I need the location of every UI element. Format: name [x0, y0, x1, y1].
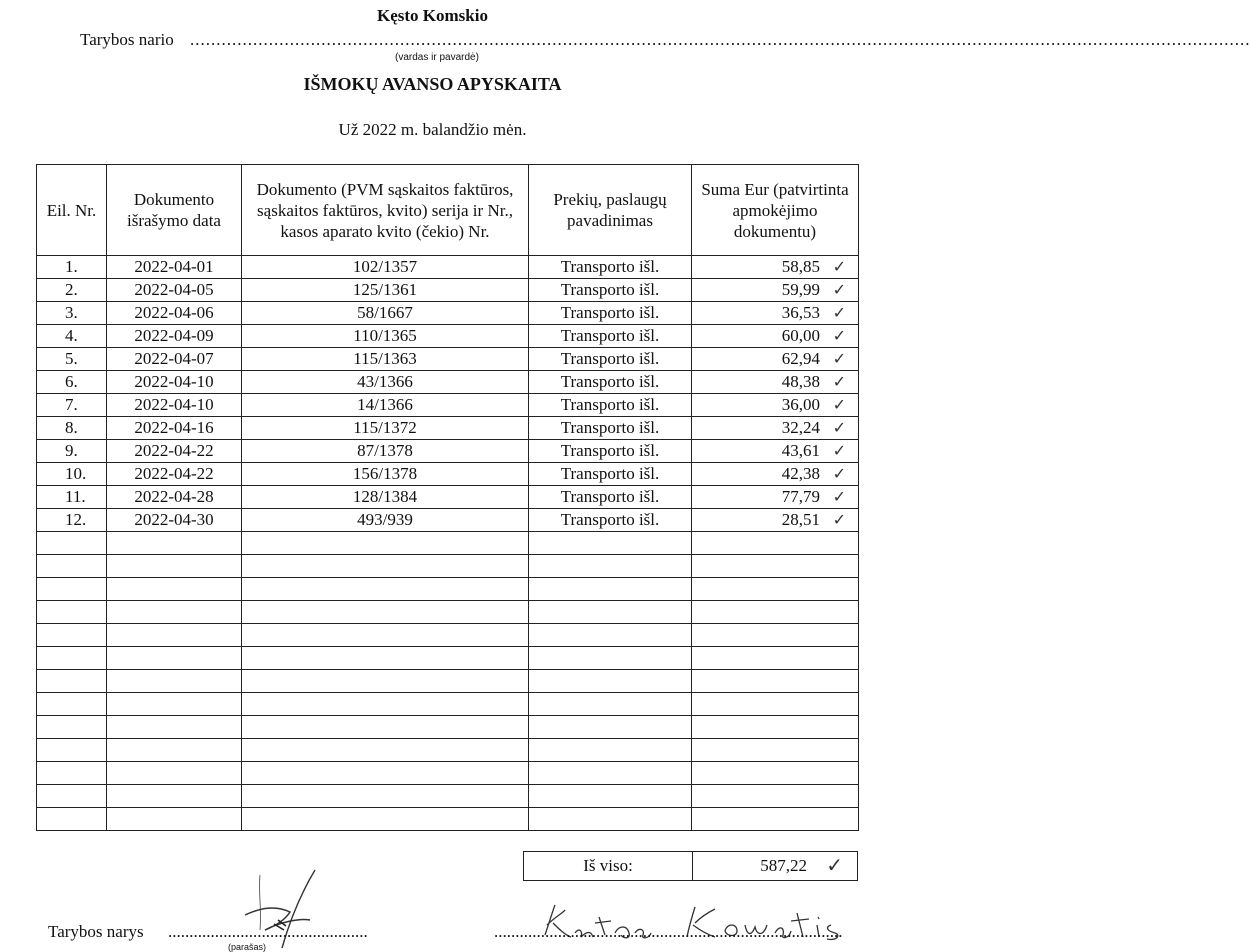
row-number-cell [37, 670, 107, 693]
check-mark-icon: ✓ [832, 510, 846, 529]
item-name-cell: Transporto išl. [529, 371, 692, 394]
table-row [37, 762, 859, 785]
amount-cell [692, 302, 859, 325]
issue-date-cell [107, 647, 242, 670]
table-row [37, 302, 859, 325]
table-row [37, 670, 859, 693]
row-number-cell: 6. [37, 371, 107, 394]
signature-line: ............................................... [168, 922, 368, 941]
item-name-cell: Transporto išl. [529, 509, 692, 532]
item-name-cell [529, 739, 692, 762]
document-number-cell [242, 578, 529, 601]
row-number-cell [37, 716, 107, 739]
amount-cell [692, 601, 859, 624]
amount-value: 32,24 [781, 418, 820, 437]
item-name-cell: Transporto išl. [529, 463, 692, 486]
row-number-cell: 2. [37, 279, 107, 302]
row-number-cell [37, 693, 107, 716]
amount-cell [692, 394, 859, 417]
owner-name: Kęsto Komskio [377, 6, 488, 25]
table-row [37, 256, 859, 279]
table-row [37, 509, 859, 532]
issue-date-cell: 2022-04-07 [107, 348, 242, 371]
document-number-cell: 87/1378 [242, 440, 529, 463]
document-number-cell: 110/1365 [242, 325, 529, 348]
expense-table [36, 164, 859, 831]
row-number-cell: 10. [37, 463, 107, 486]
row-number-cell: 9. [37, 440, 107, 463]
item-name-cell: Transporto išl. [529, 417, 692, 440]
amount-cell [692, 371, 859, 394]
document-number-cell: 128/1384 [242, 486, 529, 509]
item-name-cell [529, 601, 692, 624]
column-header-item-name: Prekių, paslaugų pavadinimas [529, 165, 692, 256]
document-number-cell [242, 532, 529, 555]
issue-date-cell [107, 670, 242, 693]
document-number-cell [242, 601, 529, 624]
document-number-cell: 43/1366 [242, 371, 529, 394]
table-row [37, 486, 859, 509]
amount-cell [692, 624, 859, 647]
report-title: IŠMOKŲ AVANSO APYSKAITA [303, 74, 562, 94]
amount-cell [692, 440, 859, 463]
check-mark-icon: ✓ [832, 487, 846, 506]
issue-date-cell [107, 601, 242, 624]
amount-cell [692, 256, 859, 279]
item-name-cell [529, 693, 692, 716]
document-number-cell [242, 739, 529, 762]
row-number-cell: 8. [37, 417, 107, 440]
amount-value: 58,85 [781, 257, 820, 276]
total-label: Iš viso: [524, 852, 693, 880]
amount-value: 59,99 [781, 280, 820, 299]
item-name-cell: Transporto išl. [529, 486, 692, 509]
row-number-cell [37, 808, 107, 831]
issue-date-cell [107, 785, 242, 808]
table-row [37, 394, 859, 417]
signature-caption: (parašas) [228, 942, 267, 952]
document-number-cell [242, 670, 529, 693]
council-member-name-line: .......................................................................................................................................................................................................... [190, 30, 1251, 49]
row-number-cell: 7. [37, 394, 107, 417]
amount-cell [692, 348, 859, 371]
issue-date-cell: 2022-04-22 [107, 463, 242, 486]
document-number-cell: 156/1378 [242, 463, 529, 486]
total-row [523, 851, 858, 881]
amount-cell [692, 670, 859, 693]
table-row [37, 578, 859, 601]
row-number-cell [37, 624, 107, 647]
row-number-cell: 11. [37, 486, 107, 509]
amount-cell [692, 509, 859, 532]
amount-cell [692, 739, 859, 762]
row-number-cell [37, 578, 107, 601]
check-mark-icon: ✓ [832, 257, 846, 276]
amount-cell [692, 555, 859, 578]
document-number-cell [242, 647, 529, 670]
table-row [37, 463, 859, 486]
issue-date-cell: 2022-04-10 [107, 371, 242, 394]
name-signature-line: .................................................................................. [494, 922, 843, 941]
row-number-cell [37, 601, 107, 624]
item-name-cell: Transporto išl. [529, 302, 692, 325]
table-row [37, 279, 859, 302]
row-number-cell: 3. [37, 302, 107, 325]
council-member-signature-label: Tarybos narys [48, 922, 144, 941]
table-body [37, 256, 859, 831]
item-name-cell: Transporto išl. [529, 440, 692, 463]
issue-date-cell [107, 762, 242, 785]
issue-date-cell: 2022-04-01 [107, 256, 242, 279]
table-row [37, 624, 859, 647]
check-mark-icon: ✓ [832, 326, 846, 345]
table-row [37, 325, 859, 348]
amount-cell [692, 325, 859, 348]
item-name-cell [529, 716, 692, 739]
table-row [37, 716, 859, 739]
issue-date-cell [107, 578, 242, 601]
report-period: Už 2022 m. balandžio mėn. [338, 120, 527, 139]
issue-date-cell [107, 716, 242, 739]
total-value: 587,22 [760, 856, 807, 875]
amount-value: 60,00 [781, 326, 820, 345]
name-caption: (vardas ir pavardė) [395, 52, 479, 63]
amount-value: 36,00 [781, 395, 820, 414]
table-row [37, 739, 859, 762]
table-row [37, 601, 859, 624]
table-row [37, 532, 859, 555]
table-row [37, 647, 859, 670]
row-number-cell [37, 739, 107, 762]
document-number-cell: 115/1363 [242, 348, 529, 371]
issue-date-cell [107, 808, 242, 831]
amount-cell [692, 578, 859, 601]
check-mark-icon: ✓ [832, 303, 846, 322]
item-name-cell [529, 532, 692, 555]
amount-value: 77,79 [781, 487, 820, 506]
check-mark-icon: ✓ [832, 395, 846, 414]
issue-date-cell [107, 532, 242, 555]
item-name-cell [529, 670, 692, 693]
check-mark-icon: ✓ [832, 441, 846, 460]
row-number-cell [37, 532, 107, 555]
issue-date-cell: 2022-04-16 [107, 417, 242, 440]
issue-date-cell: 2022-04-10 [107, 394, 242, 417]
row-number-cell [37, 762, 107, 785]
amount-value: 43,61 [781, 441, 820, 460]
table-header-row [37, 165, 859, 256]
amount-cell [692, 785, 859, 808]
issue-date-cell [107, 739, 242, 762]
issue-date-cell: 2022-04-05 [107, 279, 242, 302]
item-name-cell: Transporto išl. [529, 348, 692, 371]
item-name-cell [529, 624, 692, 647]
row-number-cell [37, 647, 107, 670]
document-number-cell [242, 762, 529, 785]
table-row [37, 555, 859, 578]
table-row [37, 440, 859, 463]
item-name-cell [529, 555, 692, 578]
table-row [37, 348, 859, 371]
document-number-cell [242, 785, 529, 808]
amount-cell [692, 486, 859, 509]
row-number-cell [37, 555, 107, 578]
amount-cell [692, 417, 859, 440]
item-name-cell: Transporto išl. [529, 394, 692, 417]
amount-value: 42,38 [781, 464, 820, 483]
document-number-cell [242, 808, 529, 831]
item-name-cell [529, 578, 692, 601]
row-number-cell: 4. [37, 325, 107, 348]
amount-value: 62,94 [781, 349, 820, 368]
row-number-cell: 12. [37, 509, 107, 532]
document-number-cell [242, 624, 529, 647]
amount-cell [692, 716, 859, 739]
amount-cell [692, 808, 859, 831]
amount-cell [692, 463, 859, 486]
table-row [37, 693, 859, 716]
check-mark-icon: ✓ [832, 372, 846, 391]
document-number-cell [242, 555, 529, 578]
amount-value: 48,38 [781, 372, 820, 391]
document-number-cell: 125/1361 [242, 279, 529, 302]
table-row [37, 785, 859, 808]
row-number-cell: 1. [37, 256, 107, 279]
document-number-cell: 493/939 [242, 509, 529, 532]
check-mark-icon: ✓ [832, 464, 846, 483]
table-row [37, 808, 859, 831]
column-header-date: Dokumento išrašymo data [107, 165, 242, 256]
amount-cell [692, 532, 859, 555]
amount-cell [692, 279, 859, 302]
item-name-cell: Transporto išl. [529, 279, 692, 302]
issue-date-cell: 2022-04-22 [107, 440, 242, 463]
item-name-cell [529, 785, 692, 808]
item-name-cell [529, 808, 692, 831]
column-header-number: Eil. Nr. [37, 165, 107, 256]
column-header-amount: Suma Eur (patvirtinta apmokėjimo dokumentu) [692, 165, 859, 256]
row-number-cell: 5. [37, 348, 107, 371]
issue-date-cell: 2022-04-06 [107, 302, 242, 325]
document-number-cell: 115/1372 [242, 417, 529, 440]
issue-date-cell [107, 624, 242, 647]
issue-date-cell: 2022-04-30 [107, 509, 242, 532]
council-member-label: Tarybos nario [80, 30, 174, 49]
issue-date-cell: 2022-04-28 [107, 486, 242, 509]
amount-value: 28,51 [781, 510, 820, 529]
item-name-cell [529, 762, 692, 785]
item-name-cell [529, 647, 692, 670]
amount-cell [692, 647, 859, 670]
issue-date-cell [107, 693, 242, 716]
row-number-cell [37, 785, 107, 808]
table-row [37, 417, 859, 440]
column-header-document: Dokumento (PVM sąskaitos faktūros, sąskaitos faktūros, kvito) serija ir Nr., kasos aparato kvito (čekio) Nr. [242, 165, 529, 256]
document-number-cell [242, 693, 529, 716]
amount-cell [692, 762, 859, 785]
amount-value: 36,53 [781, 303, 820, 322]
item-name-cell: Transporto išl. [529, 325, 692, 348]
document-number-cell: 58/1667 [242, 302, 529, 325]
table-row [37, 371, 859, 394]
document-number-cell: 14/1366 [242, 394, 529, 417]
issue-date-cell: 2022-04-09 [107, 325, 242, 348]
amount-cell [692, 693, 859, 716]
check-mark-icon: ✓ [826, 853, 843, 877]
document-number-cell [242, 716, 529, 739]
document-number-cell: 102/1357 [242, 256, 529, 279]
item-name-cell: Transporto išl. [529, 256, 692, 279]
check-mark-icon: ✓ [832, 418, 846, 437]
check-mark-icon: ✓ [832, 349, 846, 368]
check-mark-icon: ✓ [832, 280, 846, 299]
issue-date-cell [107, 555, 242, 578]
